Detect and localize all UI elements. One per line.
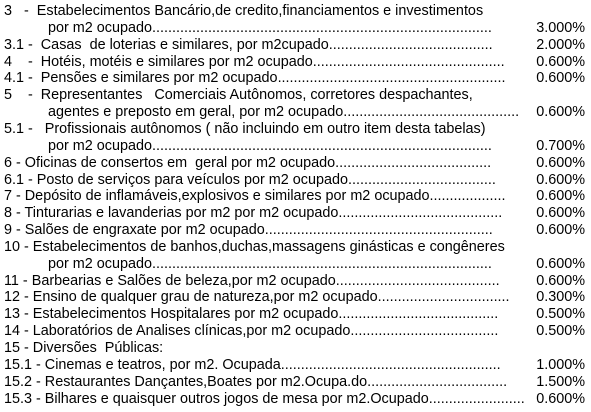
row-description: 6.1 - Posto de serviços para veículos por m2 ocupado..................................... xyxy=(4,171,496,188)
table-row xyxy=(0,356,591,374)
table-row xyxy=(0,36,591,54)
row-description: 5.1 - Profissionais autônomos ( não incluindo em outro item desta tabelas) xyxy=(4,120,486,137)
row-rate-value: 0.600% xyxy=(536,171,585,188)
row-description: 15.2 - Restaurantes Dançantes,Boates por m2.Ocupa.do................................... xyxy=(4,373,508,390)
row-rate-value: 0.600% xyxy=(536,53,585,70)
row-description: 4 - Hotéis, motéis e similares por m2 ocupado................................................ xyxy=(4,53,505,70)
row-description: 14 - Laboratórios de Analises clínicas,por m2 ocupado..................................... xyxy=(4,323,499,340)
table-row xyxy=(0,187,591,205)
table-row xyxy=(0,305,591,323)
row-rate-value: 0.600% xyxy=(536,70,585,87)
table-row xyxy=(0,2,591,20)
row-rate-value: 0.600% xyxy=(536,390,585,407)
row-rate-value: 0.600% xyxy=(536,205,585,222)
table-row xyxy=(0,19,591,37)
table-row xyxy=(0,322,591,340)
row-description: por m2 ocupado..................................................................................... xyxy=(48,255,492,272)
row-rate-value: 0.600% xyxy=(536,272,585,289)
table-row xyxy=(0,339,591,357)
row-rate-value: 0.600% xyxy=(536,255,585,272)
table-row xyxy=(0,53,591,71)
row-rate-value: 0.300% xyxy=(536,289,585,306)
row-rate-value: 1.500% xyxy=(536,373,585,390)
row-rate-value: 3.000% xyxy=(536,19,585,36)
table-row xyxy=(0,69,591,87)
table-row xyxy=(0,373,591,391)
row-description: 13 - Estabelecimentos Hospitalares por m2 ocupado........................................ xyxy=(4,306,499,323)
row-rate-value: 0.600% xyxy=(536,154,585,171)
row-rate-value: 0.600% xyxy=(536,222,585,239)
row-description: 3.1 - Casas de loterias e similares, por m2cupado......................................... xyxy=(4,36,493,53)
row-description: 12 - Ensino de qualquer grau de natureza,por m2 ocupado................................. xyxy=(4,289,510,306)
row-rate-value: 0.600% xyxy=(536,104,585,121)
row-description: por m2 ocupado..................................................................................... xyxy=(48,19,492,36)
row-description: 15 - Diversões Públicas: xyxy=(4,340,164,356)
table-row xyxy=(0,288,591,306)
row-rate-value: 0.600% xyxy=(536,188,585,205)
table-row xyxy=(0,221,591,239)
row-rate-value: 0.500% xyxy=(536,323,585,340)
table-row xyxy=(0,137,591,155)
table-row xyxy=(0,255,591,273)
table-row xyxy=(0,272,591,290)
row-description: 15.3 - Bilhares e quaisquer outros jogos de mesa por m2.Ocupado........................ xyxy=(4,390,525,407)
row-description: 6 - Oficinas de consertos em geral por m2 ocupado....................................... xyxy=(4,154,492,171)
row-rate-value: 2.000% xyxy=(536,36,585,53)
table-row xyxy=(0,390,591,408)
row-description: 7 - Depósito de inflamáveis,explosivos e similares por m2 ocupado................... xyxy=(4,188,506,205)
row-description: 3 - Estabelecimentos Bancário,de credito,financiamentos e investimentos xyxy=(4,3,484,19)
row-description: 15.1 - Cinemas e teatros, por m2. Ocupada....................................................... xyxy=(4,356,501,373)
table-row xyxy=(0,204,591,222)
row-rate-value: 1.000% xyxy=(536,356,585,373)
row-rate-value: 0.500% xyxy=(536,306,585,323)
table-row xyxy=(0,120,591,138)
row-description: agentes e preposto em geral, por m2 ocupado............................................ xyxy=(48,104,520,121)
row-description: 8 - Tinturarias e lavanderias por m2 por m2 ocupado......................................... xyxy=(4,205,503,222)
row-description: 10 - Estabelecimentos de banhos,duchas,massagens ginásticas e congêneres xyxy=(4,238,505,255)
row-description: por m2 ocupado..................................................................................... xyxy=(48,137,492,154)
table-row xyxy=(0,171,591,189)
row-description: 5 - Representantes Comerciais Autônomos, corretores despachantes, xyxy=(4,87,473,104)
table-row xyxy=(0,154,591,172)
row-description: 9 - Salões de engraxate por m2 ocupado......................................................... xyxy=(4,222,493,239)
table-row xyxy=(0,103,591,121)
row-rate-value: 0.700% xyxy=(536,137,585,154)
table-row xyxy=(0,86,591,104)
row-description: 11 - Barbearias e Salões de beleza,por m2 ocupado......................................... xyxy=(4,272,500,289)
row-description: 4.1 - Pensões e similares por m2 ocupado......................................................... xyxy=(4,70,506,87)
table-row xyxy=(0,238,591,256)
